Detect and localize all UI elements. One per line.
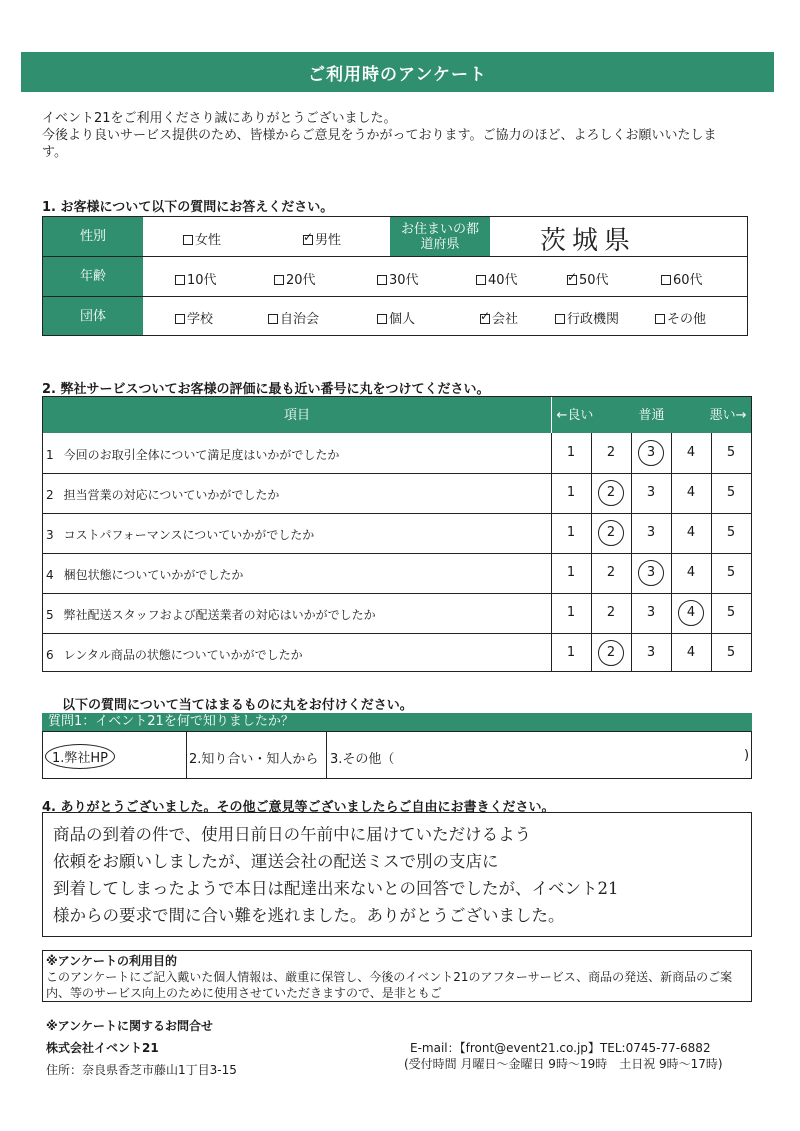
rating-option[interactable] (716, 599, 746, 627)
comment-line-3: 到着してしまったようで本日は配達出来ないとの回答でしたが、イベント21 (53, 879, 619, 898)
rating-option[interactable] (556, 479, 586, 507)
question-row-6 (46, 646, 303, 663)
checkbox-icon (377, 314, 387, 324)
checkbox-icon (655, 314, 665, 324)
rating-value: 5 (726, 605, 736, 620)
rating-option[interactable] (636, 639, 666, 667)
rating-option[interactable] (716, 479, 746, 507)
rating-value: 1 (566, 605, 576, 620)
rating-value: 3 (646, 645, 656, 660)
rating-value: 4 (678, 600, 704, 626)
rating-value: 4 (686, 445, 696, 460)
rating-value: 2 (598, 520, 624, 546)
rating-option[interactable] (636, 599, 666, 627)
question-text: 弊社配送スタッフおよび配送業者の対応はいかがでしたか (63, 608, 376, 622)
scale-header (552, 397, 751, 433)
age-option-30s[interactable]: 30代 (377, 269, 419, 288)
q1-title: 質問1：イベント21を何で知りましたか？ (42, 713, 752, 731)
age-option-10s[interactable]: 10代 (175, 269, 217, 288)
rating-value: 2 (606, 565, 616, 580)
rating-option[interactable] (596, 439, 626, 467)
rating-option[interactable] (636, 479, 666, 507)
rating-option-selected[interactable] (636, 559, 666, 587)
group-option-company[interactable]: ✓ 会社 (480, 308, 518, 327)
rating-option[interactable] (676, 559, 706, 587)
rating-value: 5 (726, 565, 736, 580)
rating-option[interactable] (556, 519, 586, 547)
group-option-individual[interactable]: 個人 (377, 308, 415, 327)
age-option-50s[interactable]: ✓ 50代 (567, 269, 609, 288)
rating-value: 4 (686, 485, 696, 500)
q1-option-1[interactable]: 1.弊社HP (45, 744, 115, 769)
age-label: 年齢 (43, 257, 143, 296)
checkbox-icon (268, 314, 278, 324)
question-text: 梱包状態についていかがでしたか (63, 568, 244, 582)
question-row-4 (46, 566, 243, 583)
rating-value: 3 (638, 560, 664, 586)
rating-value: 1 (566, 525, 576, 540)
rating-value: 1 (566, 445, 576, 460)
rating-option[interactable] (716, 559, 746, 587)
q1-options-box (42, 731, 752, 779)
rating-option[interactable] (556, 439, 586, 467)
q1-option-3[interactable]: 3.その他（ (330, 752, 395, 767)
rating-option-selected[interactable] (596, 639, 626, 667)
rating-value: 5 (726, 445, 736, 460)
checkbox-icon (555, 314, 565, 324)
rating-option-selected[interactable] (596, 519, 626, 547)
question-text: レンタル商品の状態についていかがでしたか (63, 648, 303, 662)
checkbox-icon (175, 314, 185, 324)
company-address: 住所：奈良県香芝市藤山1丁目3-15 (46, 1063, 237, 1077)
intro-line-1: イベント21をご利用くださり誠にありがとうございました。 (42, 111, 397, 126)
rating-option[interactable] (676, 519, 706, 547)
question-number: 5 (46, 608, 54, 622)
question-number: 6 (46, 648, 54, 662)
section4-heading: 4. ありがとうございました。その他ご意見等ございましたらご自由にお書きください。 (42, 800, 555, 815)
contact-hours: (受付時間 月曜日～金曜日 9時～19時 土日祝 9時～17時) (404, 1057, 723, 1071)
intro-line-3: す。 (42, 145, 67, 160)
checkbox-icon (274, 275, 284, 285)
question-row-3 (46, 526, 314, 543)
intro-line-2: 今後より良いサービス提供のため、皆様からご意見をうかがっております。ご協力のほど、よろしくお願いいたしま (42, 128, 717, 143)
question-row-1 (46, 446, 339, 463)
checkbox-icon (377, 275, 387, 285)
rating-value: 2 (598, 480, 624, 506)
rating-option[interactable] (556, 559, 586, 587)
contact-title: ※アンケートに関するお問合せ (46, 1019, 213, 1033)
rating-option[interactable] (596, 559, 626, 587)
page-title: ご利用時のアンケート (21, 52, 774, 92)
group-option-government[interactable]: 行政機関 (555, 308, 619, 327)
rating-option[interactable] (716, 639, 746, 667)
scale-good-label: ←良い (556, 407, 594, 423)
comment-box[interactable] (42, 812, 752, 937)
group-option-other[interactable]: その他 (655, 308, 706, 327)
rating-option-selected[interactable] (676, 599, 706, 627)
rating-value: 5 (726, 525, 736, 540)
comment-line-4: 様からの要求で間に合い難を逃れました。ありがとうございました。 (53, 906, 565, 925)
rating-value: 2 (598, 640, 624, 666)
scale-bad-label: 悪い→ (709, 407, 747, 423)
rating-option-selected[interactable] (596, 479, 626, 507)
checkbox-icon (175, 275, 185, 285)
group-option-school[interactable]: 学校 (175, 308, 213, 327)
purpose-line-1: このアンケートにご記入戴いた個人情報は、厳重に保管し、今後のイベント21のアフターサービス、商品の発送、新商品のご案 (46, 970, 733, 984)
purpose-title: ※アンケートの利用目的 (46, 954, 177, 968)
rating-value: 4 (686, 565, 696, 580)
question-text: コストパフォーマンスについていかがでしたか (63, 528, 315, 542)
purpose-text (46, 953, 748, 1001)
rating-value: 3 (638, 440, 664, 466)
gender-label: 性別 (43, 217, 143, 256)
question-text: 今回のお取引全体について満足度はいかがでしたか (63, 448, 340, 462)
question-number: 4 (46, 568, 54, 582)
section3-heading: 以下の質問について当てはまるものに丸をお付けください。 (62, 698, 413, 713)
rating-value: 3 (646, 485, 656, 500)
rating-value: 5 (726, 645, 736, 660)
rating-value: 1 (566, 565, 576, 580)
question-number: 3 (46, 528, 54, 542)
age-option-40s[interactable]: 40代 (476, 269, 518, 288)
company-name: 株式会社イベント21 (46, 1041, 159, 1055)
rating-option[interactable] (556, 639, 586, 667)
question-number: 1 (46, 448, 54, 462)
rating-option[interactable] (676, 439, 706, 467)
rating-option[interactable] (556, 599, 586, 627)
residence-value[interactable]: 茨城県 (540, 226, 637, 256)
rating-value: 2 (606, 445, 616, 460)
group-label: 団体 (43, 297, 143, 335)
checkbox-checked-icon (480, 314, 490, 324)
contact-email-tel[interactable]: E-mail：【front@event21.co.jp】TEL:0745-77-6882 (410, 1041, 711, 1055)
question-row-5 (46, 606, 376, 623)
rating-option[interactable] (636, 519, 666, 547)
intro-text (42, 110, 772, 161)
rating-value: 4 (686, 525, 696, 540)
rating-value: 3 (646, 525, 656, 540)
rating-option[interactable] (596, 599, 626, 627)
rating-option[interactable] (716, 439, 746, 467)
question-text: 担当営業の対応についていかがでしたか (63, 488, 280, 502)
checkbox-checked-icon (567, 275, 577, 285)
residence-label: お住まいの都道府県 (390, 217, 490, 256)
rating-value: 2 (606, 605, 616, 620)
comment-line-1: 商品の到着の件で、使用日前日の午前中に届けていただけるよう (53, 825, 532, 844)
age-option-20s[interactable]: 20代 (274, 269, 316, 288)
question-row-2 (46, 486, 279, 503)
section2-heading: 2. 弊社サービスついてお客様の評価に最も近い番号に丸をつけてください。 (42, 382, 490, 397)
comment-line-2: 依頼をお願いしましたが、運送会社の配送ミスで別の支店に (53, 852, 499, 871)
gender-option-female[interactable]: 女性 (183, 229, 221, 248)
rating-option[interactable] (716, 519, 746, 547)
rating-value: 3 (646, 605, 656, 620)
checkbox-icon (476, 275, 486, 285)
rating-option-selected[interactable] (636, 439, 666, 467)
checkbox-checked-icon (303, 235, 313, 245)
rating-value: 5 (726, 485, 736, 500)
rating-value: 1 (566, 645, 576, 660)
question-number: 2 (46, 488, 54, 502)
q1-option-2[interactable]: 2.知り合い・知人から (189, 752, 319, 767)
rating-value: 1 (566, 485, 576, 500)
scale-normal-label: 普通 (638, 407, 665, 423)
checkbox-icon (183, 235, 193, 245)
section1-heading: 1. お客様について以下の質問にお答えください。 (42, 200, 334, 215)
item-column-header: 項目 (43, 397, 551, 433)
gender-option-male[interactable]: ✓ 男性 (303, 229, 341, 248)
purpose-line-2: 内、等のサービス向上のために使用させていただきますので、是非ともご (46, 986, 442, 1000)
rating-option[interactable] (676, 639, 706, 667)
rating-option[interactable] (676, 479, 706, 507)
group-option-community[interactable]: 自治会 (268, 308, 319, 327)
rating-value: 4 (686, 645, 696, 660)
q1-option-3-close: ) (744, 748, 750, 763)
age-option-60s[interactable]: 60代 (661, 269, 703, 288)
checkbox-icon (661, 275, 671, 285)
